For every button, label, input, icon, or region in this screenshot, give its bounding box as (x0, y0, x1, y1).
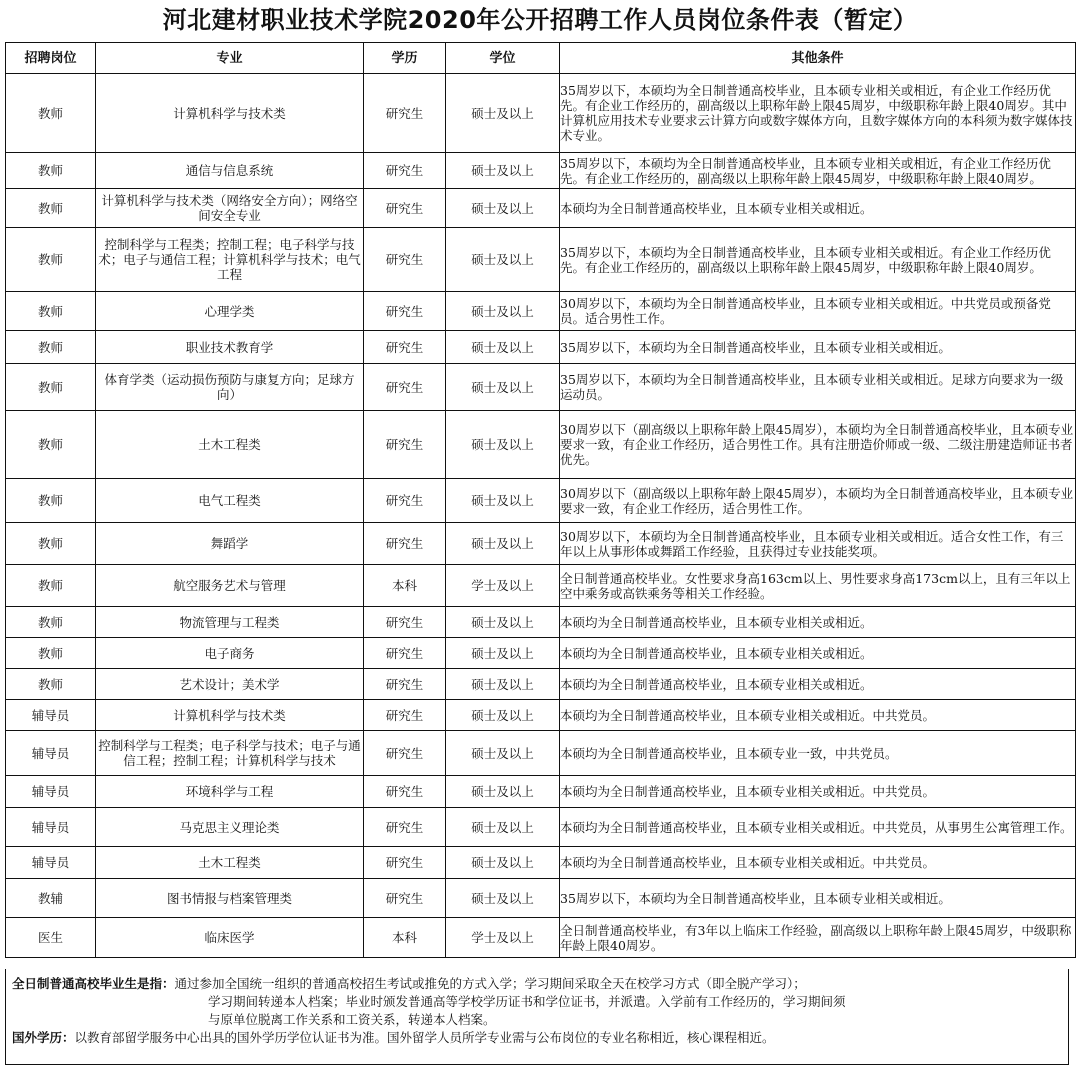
cell-degree: 硕士及以上 (446, 776, 560, 808)
cell-degree: 硕士及以上 (446, 808, 560, 847)
cell-major: 控制科学与工程类；控制工程；电子科学与技术；电子与通信工程；计算机科学与技术；电气工程 (96, 228, 364, 292)
cell-position: 教师 (6, 74, 96, 153)
cell-major: 心理学类 (96, 292, 364, 331)
table-row (6, 153, 1076, 189)
cell-other: 35周岁以下，本硕均为全日制普通高校毕业，且本硕专业相关或相近。 (560, 879, 1076, 918)
header-position: 招聘岗位 (6, 43, 96, 74)
cell-major: 环境科学与工程 (96, 776, 364, 808)
cell-other: 35周岁以下，本硕均为全日制普通高校毕业，且本硕专业相关或相近。足球方向要求为一级运动员。 (560, 364, 1076, 411)
cell-degree: 学士及以上 (446, 918, 560, 958)
table-row (6, 189, 1076, 228)
cell-position: 辅导员 (6, 700, 96, 731)
cell-position: 教师 (6, 411, 96, 479)
cell-position: 辅导员 (6, 808, 96, 847)
cell-degree: 硕士及以上 (446, 331, 560, 364)
cell-major: 图书情报与档案管理类 (96, 879, 364, 918)
table-row (6, 565, 1076, 607)
cell-major: 计算机科学与技术类（网络安全方向）；网络空间安全专业 (96, 189, 364, 228)
table-row (6, 879, 1076, 918)
cell-major: 土木工程类 (96, 847, 364, 879)
cell-major: 马克思主义理论类 (96, 808, 364, 847)
cell-position: 辅导员 (6, 776, 96, 808)
cell-position: 辅导员 (6, 731, 96, 776)
cell-major: 航空服务艺术与管理 (96, 565, 364, 607)
cell-major: 艺术设计；美术学 (96, 669, 364, 700)
cell-degree: 硕士及以上 (446, 479, 560, 523)
cell-major: 职业技术教育学 (96, 331, 364, 364)
fulltime-note-label: 全日制普通高校毕业生是指： (12, 976, 175, 991)
cell-position: 教师 (6, 565, 96, 607)
cell-position: 教师 (6, 189, 96, 228)
cell-major: 体育学类（运动损伤预防与康复方向；足球方向） (96, 364, 364, 411)
cell-position: 教师 (6, 638, 96, 669)
cell-degree: 硕士及以上 (446, 74, 560, 153)
cell-degree: 硕士及以上 (446, 228, 560, 292)
cell-degree: 硕士及以上 (446, 292, 560, 331)
cell-degree: 硕士及以上 (446, 847, 560, 879)
cell-position: 辅导员 (6, 847, 96, 879)
cell-other: 全日制普通高校毕业，有3年以上临床工作经验，副高级以上职称年龄上限45周岁，中级职称年龄上限40周岁。 (560, 918, 1076, 958)
cell-other: 本硕均为全日制普通高校毕业，且本硕专业相关或相近。 (560, 607, 1076, 638)
cell-other: 35周岁以下，本硕均为全日制普通高校毕业，且本硕专业相关或相近。有企业工作经历优先。有企业工作经历的，副高级以上职称年龄上限45周岁，中级职称年龄上限40周岁。 (560, 228, 1076, 292)
cell-other: 30周岁以下（副高级以上职称年龄上限45周岁），本硕均为全日制普通高校毕业，且本硕专业要求一致，有企业工作经历，适合男性工作。 (560, 479, 1076, 523)
cell-other: 30周岁以下，本硕均为全日制普通高校毕业，且本硕专业相关或相近。中共党员或预备党员。适合男性工作。 (560, 292, 1076, 331)
header-other-conditions: 其他条件 (560, 43, 1076, 74)
table-row (6, 847, 1076, 879)
cell-education: 研究生 (364, 776, 446, 808)
table-row (6, 776, 1076, 808)
footnotes (5, 969, 1069, 1065)
cell-degree: 硕士及以上 (446, 607, 560, 638)
cell-other: 30周岁以下（副高级以上职称年龄上限45周岁），本硕均为全日制普通高校毕业，且本硕专业要求一致，有企业工作经历，适合男性工作。具有注册造价师或一级、二级注册建造师证书者优先。 (560, 411, 1076, 479)
header-education: 学历 (364, 43, 446, 74)
cell-major: 电子商务 (96, 638, 364, 669)
cell-education: 研究生 (364, 411, 446, 479)
cell-education: 研究生 (364, 292, 446, 331)
cell-degree: 硕士及以上 (446, 364, 560, 411)
table-row (6, 669, 1076, 700)
cell-education: 研究生 (364, 638, 446, 669)
cell-other: 本硕均为全日制普通高校毕业，且本硕专业相关或相近。中共党员。 (560, 776, 1076, 808)
table-row (6, 228, 1076, 292)
cell-other: 35周岁以下，本硕均为全日制普通高校毕业，且本硕专业相关或相近，有企业工作经历优先。有企业工作经历的，副高级以上职称年龄上限45周岁，中级职称年龄上限40周岁。 (560, 153, 1076, 189)
cell-position: 教师 (6, 153, 96, 189)
cell-position: 教师 (6, 479, 96, 523)
overseas-note-text: 以教育部留学服务中心出具的国外学历学位认证书为准。国外留学人员所学专业需与公布岗位的专业名称相近，核心课程相近。 (74, 1030, 775, 1045)
cell-degree: 硕士及以上 (446, 411, 560, 479)
cell-major: 计算机科学与技术类 (96, 74, 364, 153)
cell-major: 电气工程类 (96, 479, 364, 523)
cell-degree: 硕士及以上 (446, 638, 560, 669)
cell-other: 本硕均为全日制普通高校毕业，且本硕专业相关或相近。中共党员。 (560, 700, 1076, 731)
cell-major: 计算机科学与技术类 (96, 700, 364, 731)
cell-other: 全日制普通高校毕业。女性要求身高163cm以上、男性要求身高173cm以上，且有三年以上空中乘务或高铁乘务等相关工作经验。 (560, 565, 1076, 607)
positions-table (5, 42, 1076, 958)
cell-position: 教师 (6, 364, 96, 411)
cell-other: 35周岁以下，本硕均为全日制普通高校毕业，且本硕专业相关或相近，有企业工作经历优先。有企业工作经历的，副高级以上职称年龄上限45周岁，中级职称年龄上限40周岁。其中计算机应用技术专业要求云计算方向或数字媒体方向，且数字媒体方向的本科须为数字媒体技术专业。 (560, 74, 1076, 153)
cell-major: 临床医学 (96, 918, 364, 958)
cell-education: 研究生 (364, 189, 446, 228)
table-row (6, 74, 1076, 153)
fulltime-note-line3: 与原单位脱离工作关系和工资关系，转递本人档案。 (208, 1012, 496, 1027)
header-degree: 学位 (446, 43, 560, 74)
cell-education: 研究生 (364, 153, 446, 189)
table-row (6, 731, 1076, 776)
cell-other: 本硕均为全日制普通高校毕业，且本硕专业相关或相近。中共党员，从事男生公寓管理工作。 (560, 808, 1076, 847)
cell-education: 研究生 (364, 700, 446, 731)
overseas-note-label: 国外学历： (12, 1030, 75, 1045)
cell-education: 研究生 (364, 331, 446, 364)
cell-position: 教师 (6, 607, 96, 638)
cell-degree: 硕士及以上 (446, 523, 560, 565)
page-title: 河北建材职业技术学院2020年公开招聘工作人员岗位条件表（暂定） (162, 6, 918, 34)
cell-major: 通信与信息系统 (96, 153, 364, 189)
cell-education: 研究生 (364, 607, 446, 638)
cell-major: 控制科学与工程类；电子科学与技术；电子与通信工程；控制工程；计算机科学与技术 (96, 731, 364, 776)
table-row (6, 700, 1076, 731)
cell-education: 研究生 (364, 808, 446, 847)
table-row (6, 607, 1076, 638)
header-major: 专业 (96, 43, 364, 74)
cell-education: 研究生 (364, 74, 446, 153)
table-row (6, 808, 1076, 847)
cell-degree: 硕士及以上 (446, 700, 560, 731)
table-header-row (6, 43, 1076, 74)
cell-other: 本硕均为全日制普通高校毕业，且本硕专业相关或相近。中共党员。 (560, 847, 1076, 879)
cell-education: 研究生 (364, 847, 446, 879)
table-row (6, 292, 1076, 331)
fulltime-note-line1 (12, 975, 1068, 993)
cell-degree: 硕士及以上 (446, 879, 560, 918)
fulltime-note-line2: 学习期间转递本人档案；毕业时颁发普通高等学校学历证书和学位证书，并派遣。入学前有工作经历的，学习期间须 (208, 994, 846, 1009)
cell-major: 物流管理与工程类 (96, 607, 364, 638)
cell-education: 研究生 (364, 364, 446, 411)
cell-education: 研究生 (364, 669, 446, 700)
cell-education: 本科 (364, 918, 446, 958)
table-row (6, 638, 1076, 669)
cell-degree: 硕士及以上 (446, 189, 560, 228)
cell-position: 教师 (6, 292, 96, 331)
table-row (6, 331, 1076, 364)
cell-degree: 学士及以上 (446, 565, 560, 607)
cell-position: 医生 (6, 918, 96, 958)
cell-other: 本硕均为全日制普通高校毕业，且本硕专业相关或相近。 (560, 189, 1076, 228)
cell-major: 土木工程类 (96, 411, 364, 479)
cell-other: 本硕均为全日制普通高校毕业，且本硕专业相关或相近。 (560, 669, 1076, 700)
cell-degree: 硕士及以上 (446, 731, 560, 776)
cell-position: 教辅 (6, 879, 96, 918)
table-row (6, 918, 1076, 958)
cell-other: 35周岁以下，本硕均为全日制普通高校毕业，且本硕专业相关或相近。 (560, 331, 1076, 364)
cell-education: 研究生 (364, 879, 446, 918)
fulltime-note-text: 通过参加全国统一组织的普通高校招生考试或推免的方式入学；学习期间采取全天在校学习方式（即全脱产学习）； (174, 976, 806, 991)
cell-other: 本硕均为全日制普通高校毕业，且本硕专业相关或相近。 (560, 638, 1076, 669)
cell-position: 教师 (6, 228, 96, 292)
cell-education: 研究生 (364, 228, 446, 292)
cell-education: 研究生 (364, 479, 446, 523)
cell-other: 本硕均为全日制普通高校毕业，且本硕专业一致，中共党员。 (560, 731, 1076, 776)
table-row (6, 523, 1076, 565)
table-row (6, 364, 1076, 411)
cell-degree: 硕士及以上 (446, 153, 560, 189)
cell-position: 教师 (6, 523, 96, 565)
table-row (6, 479, 1076, 523)
cell-position: 教师 (6, 331, 96, 364)
cell-other: 30周岁以下，本硕均为全日制普通高校毕业，且本硕专业相关或相近。适合女性工作，有三年以上从事形体或舞蹈工作经验，且获得过专业技能奖项。 (560, 523, 1076, 565)
cell-education: 研究生 (364, 523, 446, 565)
cell-major: 舞蹈学 (96, 523, 364, 565)
overseas-note (12, 1029, 1068, 1047)
cell-position: 教师 (6, 669, 96, 700)
cell-education: 本科 (364, 565, 446, 607)
table-row (6, 411, 1076, 479)
cell-degree: 硕士及以上 (446, 669, 560, 700)
cell-education: 研究生 (364, 731, 446, 776)
